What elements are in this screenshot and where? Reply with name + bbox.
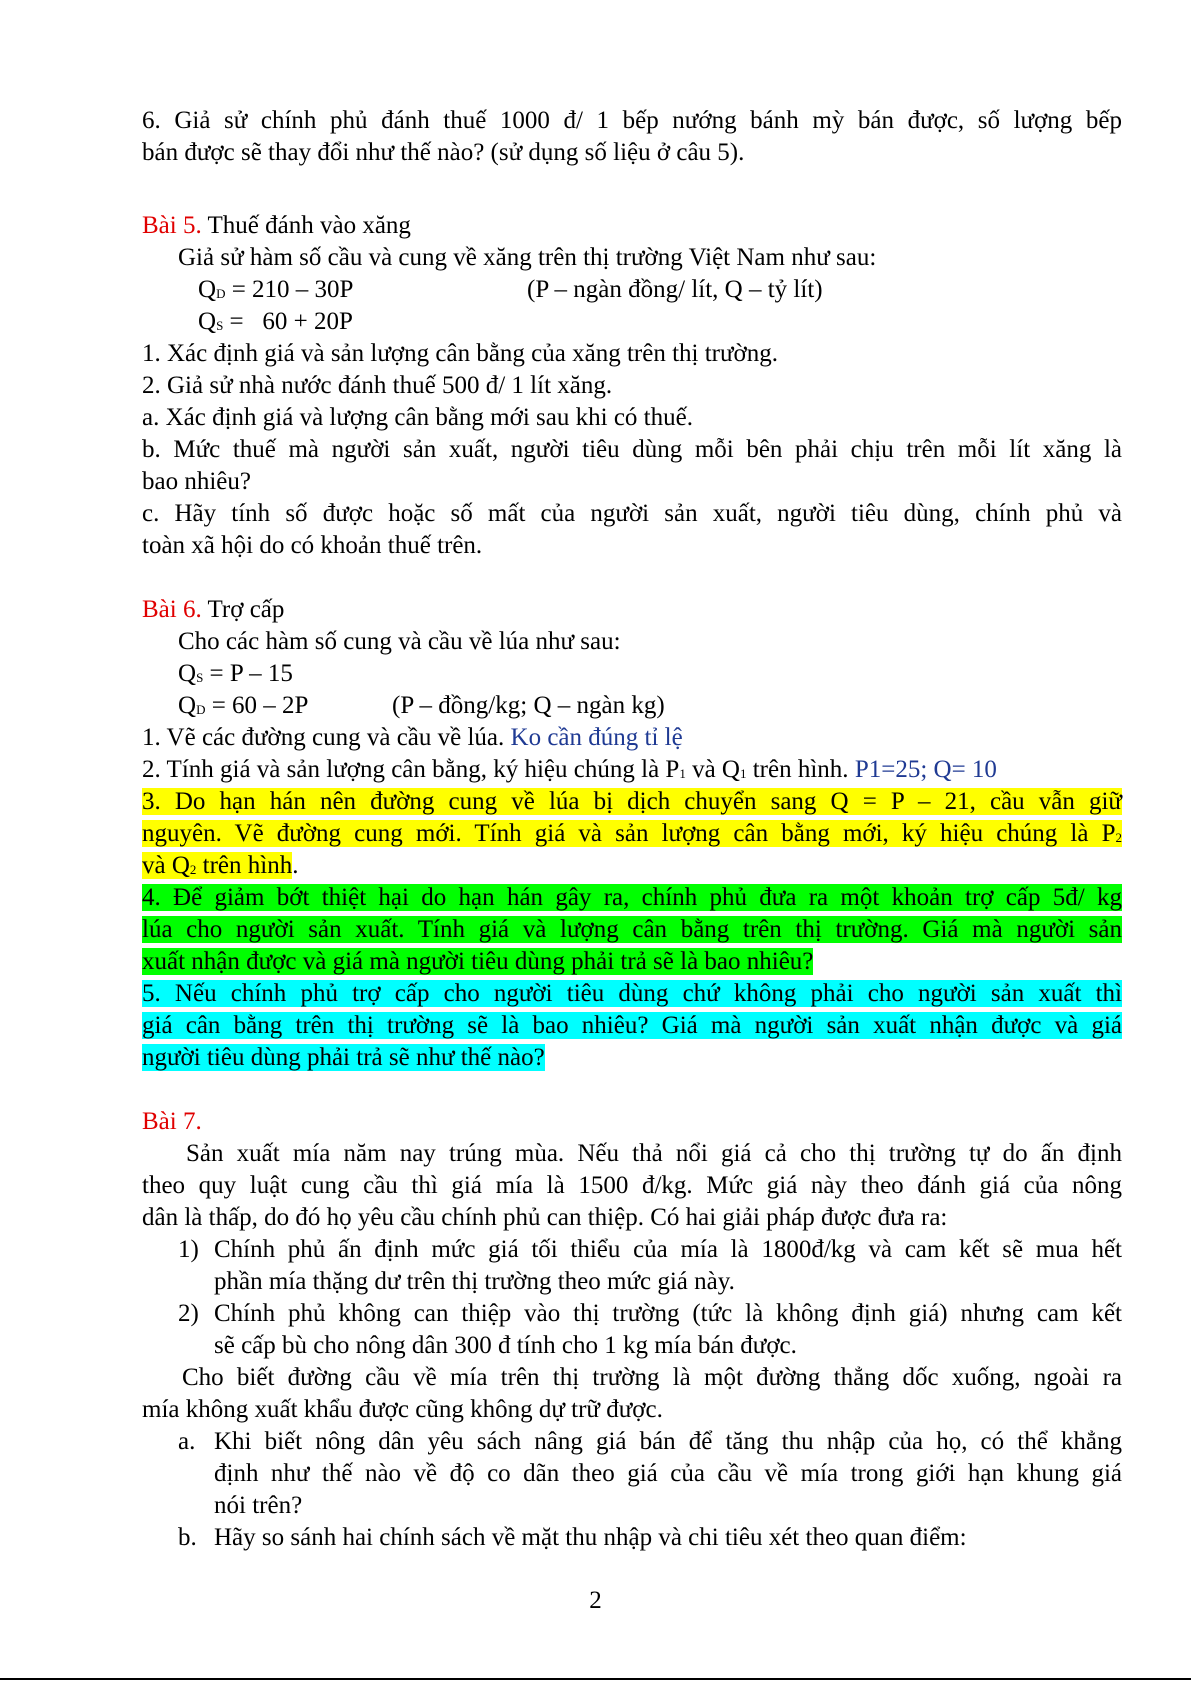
bai6-item-5-line-2 bbox=[142, 1010, 1122, 1042]
highlight-green: xuất nhận được và giá mà người tiêu dùng phải trả sẽ là bao nhiêu? bbox=[142, 948, 814, 975]
highlight-green: 4. Để giảm bớt thiệt hại do hạn hán gây ra, chính phủ đưa ra một khoản trợ cấp 5đ/ kg bbox=[142, 884, 1122, 911]
bai6-intro: Cho các hàm số cung và cầu về lúa như sau: bbox=[178, 628, 621, 655]
item-text: và Q bbox=[685, 756, 740, 783]
bai5-label: Bài 5. bbox=[142, 212, 202, 239]
bai7-para2-line-1: Cho biết đường cầu về mía trên thị trường là một đường thẳng dốc xuống, ngoài ra bbox=[182, 1364, 1122, 1391]
q6-line-2: bán được sẽ thay đổi như thế nào? (sử dụng số liệu ở câu 5). bbox=[142, 139, 745, 166]
bai7-option-1-number: 1) bbox=[178, 1236, 199, 1263]
bai5-item-c-line-1: c. Hãy tính số được hoặc số mất của người sản xuất, người tiêu dùng, chính phủ và bbox=[142, 500, 1122, 527]
eq-symbol: Q bbox=[198, 308, 217, 335]
bai7-option-2-line-1: Chính phủ không can thiệp vào thị trường (tức là không định giá) nhưng cam kết bbox=[214, 1300, 1122, 1327]
eq-subscript: D bbox=[216, 286, 226, 301]
eq-symbol: Q bbox=[198, 276, 217, 303]
bai5-units: (P – ngàn đồng/ lít, Q – tỷ lít) bbox=[527, 276, 823, 303]
bai6-label: Bài 6. bbox=[142, 596, 202, 623]
q6-line-1: 6. Giả sử chính phủ đánh thuế 1000 đ/ 1 bếp nướng bánh mỳ bán được, số lượng bếp bbox=[142, 107, 1122, 134]
period: . bbox=[292, 852, 299, 879]
eq-body: = 60 + 20P bbox=[223, 308, 353, 335]
subscript: 2 bbox=[1115, 830, 1122, 845]
highlight-yellow: 3. Do hạn hán nên đường cung về lúa bị dịch chuyển sang Q = P – 21, cầu vẫn giữ bbox=[142, 788, 1122, 815]
bai6-item-2 bbox=[142, 754, 1122, 786]
eq-body: = 60 – 2P bbox=[205, 692, 309, 719]
subscript: 1 bbox=[739, 766, 747, 781]
bai6-item-1 bbox=[142, 722, 1122, 754]
eq-subscript: S bbox=[216, 318, 224, 333]
bai7-para1-line-1: Sản xuất mía năm nay trúng mùa. Nếu thả nổi giá cả cho thị trường tự do ấn định bbox=[186, 1140, 1122, 1167]
highlight-cyan: giá cân bằng trên thị trường sẽ là bao nhiêu? Giá mà người sản xuất nhận được và giá bbox=[142, 1012, 1122, 1039]
bai6-item-3-line-2 bbox=[142, 818, 1122, 850]
bai7-option-1-line-1: Chính phủ ấn định mức giá tối thiểu của mía là 1800đ/kg và cam kết sẽ mua hết bbox=[214, 1236, 1122, 1263]
bai5-item-a: a. Xác định giá và lượng cân bằng mới sau khi có thuế. bbox=[142, 404, 693, 431]
highlight-yellow bbox=[142, 852, 292, 879]
bai6-title: Trợ cấp bbox=[201, 596, 285, 623]
bai5-title: Thuế đánh vào xăng bbox=[201, 212, 411, 239]
item-text: nguyên. Vẽ đường cung mới. Tính giá và sản lượng cân bằng mới, ký hiệu chúng là P bbox=[142, 820, 1116, 847]
eq-body: = 210 – 30P bbox=[225, 276, 354, 303]
page-number: 2 bbox=[589, 1587, 602, 1614]
item-text: 2. Tính giá và sản lượng cân bằng, ký hiệu chúng là P bbox=[142, 756, 680, 783]
subscript: 1 bbox=[679, 766, 686, 781]
bai6-item-3-line-1 bbox=[142, 786, 1122, 818]
bai5-item-2: 2. Giả sử nhà nước đánh thuế 500 đ/ 1 lít xăng. bbox=[142, 372, 613, 399]
highlight-green: lúa cho người sản xuất. Tính giá và lượng cân bằng trên thị trường. Giá mà người sản bbox=[142, 916, 1122, 943]
eq-subscript: D bbox=[196, 702, 206, 717]
bai6-heading bbox=[142, 594, 1122, 626]
eq-symbol: Q bbox=[178, 660, 197, 687]
bai5-item-1: 1. Xác định giá và sản lượng cân bằng của xăng trên thị trường. bbox=[142, 340, 778, 367]
bai7-question-a-line-2: định như thế nào về độ co dãn theo giá của cầu về mía trong giới hạn khung giá bbox=[214, 1460, 1122, 1487]
item-text: 1. Vẽ các đường cung và cầu về lúa. bbox=[142, 724, 511, 751]
bai6-item-5-line-3 bbox=[142, 1042, 1122, 1074]
bai7-para1-line-2: theo quy luật cung cầu thì giá mía là 1500 đ/kg. Mức giá này theo đánh giá của nông bbox=[142, 1172, 1122, 1199]
eq-symbol: Q bbox=[178, 692, 197, 719]
page-bottom-rule bbox=[0, 1678, 1191, 1680]
bai5-item-b-line-1: b. Mức thuế mà người sản xuất, người tiêu dùng mỗi bên phải chịu trên mỗi lít xăng là bbox=[142, 436, 1122, 463]
bai6-item-5-line-1 bbox=[142, 978, 1122, 1010]
item-text: trên hình. bbox=[746, 756, 855, 783]
bai5-intro: Giả sử hàm số cầu và cung về xăng trên thị trường Việt Nam như sau: bbox=[178, 244, 877, 271]
bai6-item-4-line-1 bbox=[142, 882, 1122, 914]
bai7-option-2-number: 2) bbox=[178, 1300, 199, 1327]
eq-subscript: S bbox=[196, 670, 204, 685]
bai7-question-a-letter: a. bbox=[178, 1428, 196, 1455]
bai6-item-4-line-3 bbox=[142, 946, 1122, 978]
bai7-option-2-line-2: sẽ cấp bù cho nông dân 300 đ tính cho 1 kg mía bán được. bbox=[214, 1332, 797, 1359]
bai7-question-a-line-3: nói trên? bbox=[214, 1492, 303, 1519]
bai7-label: Bài 7. bbox=[142, 1108, 202, 1135]
bai7-question-a-line-1: Khi biết nông dân yêu sách nâng giá bán để tăng thu nhập của họ, có thể khẳng bbox=[214, 1428, 1122, 1455]
bai6-units: (P – đồng/kg; Q – ngàn kg) bbox=[392, 692, 665, 719]
highlight-yellow bbox=[142, 820, 1122, 847]
subscript: 2 bbox=[189, 862, 197, 877]
bai6-item-3-line-3 bbox=[142, 850, 1122, 882]
bai7-para2-line-2: mía không xuất khẩu được cũng không dự trữ được. bbox=[142, 1396, 663, 1423]
item-text: và Q bbox=[142, 852, 190, 879]
bai5-item-c-line-2: toàn xã hội do có khoản thuế trên. bbox=[142, 532, 483, 559]
bai5-supply-eq bbox=[198, 306, 1178, 338]
highlight-cyan: người tiêu dùng phải trả sẽ như thế nào? bbox=[142, 1044, 545, 1071]
handwritten-note: Ko cần đúng tỉ lệ bbox=[510, 724, 683, 751]
bai5-heading bbox=[142, 210, 1122, 242]
bai7-question-b-letter: b. bbox=[178, 1524, 197, 1551]
bai5-item-b-line-2: bao nhiêu? bbox=[142, 468, 251, 495]
highlight-cyan: 5. Nếu chính phủ trợ cấp cho người tiêu dùng chứ không phải cho người sản xuất thì bbox=[142, 980, 1122, 1007]
handwritten-note: P1=25; Q= 10 bbox=[854, 756, 997, 783]
bai7-para1-line-3: dân là thấp, do đó họ yêu cầu chính phủ can thiệp. Có hai giải pháp được đưa ra: bbox=[142, 1204, 948, 1231]
bai6-supply-eq bbox=[178, 658, 1158, 690]
eq-body: = P – 15 bbox=[203, 660, 293, 687]
item-text: trên hình bbox=[196, 852, 293, 879]
bai7-question-b-line-1: Hãy so sánh hai chính sách về mặt thu nhập và chi tiêu xét theo quan điểm: bbox=[214, 1524, 967, 1551]
bai6-item-4-line-2 bbox=[142, 914, 1122, 946]
bai7-option-1-line-2: phần mía thặng dư trên thị trường theo mức giá này. bbox=[214, 1268, 735, 1295]
